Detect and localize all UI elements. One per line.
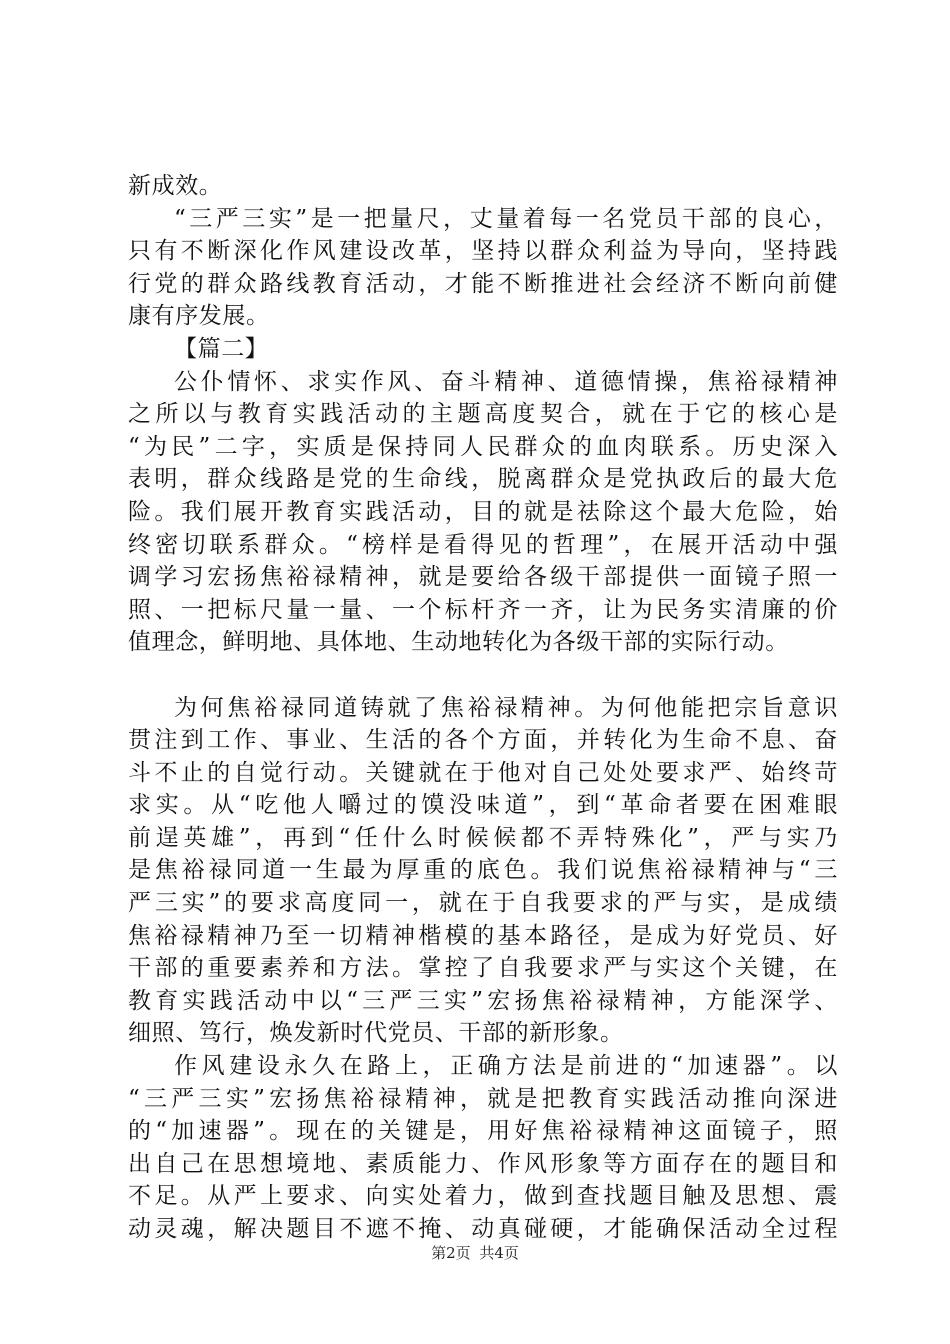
text-line: 康有序发展。 <box>128 303 270 330</box>
text-line: 为何焦裕禄同道铸就了焦裕禄精神。为何他能把宗旨意识 <box>174 694 838 721</box>
text-line: “三严三实”是一把量尺，丈量着每一名党员干部的良心， <box>174 205 838 232</box>
page-footer <box>0 1242 950 1263</box>
text-line: 出自己在思想境地、素质能力、作风形象等方面存在的题目和 <box>128 1150 838 1177</box>
text-line: 表明，群众线路是党的生命线，脱离群众是党执政后的最大危 <box>128 466 838 493</box>
text-line: “三严三实”宏扬焦裕禄精神，就是把教育实践活动推向深进 <box>128 1085 838 1112</box>
text-line: 焦裕禄精神乃至一切精神楷模的基本路径，是成为好党员、好 <box>128 922 838 949</box>
section-heading: 【篇二】 <box>174 335 269 362</box>
text-line: 前逞英雄”，再到“任什么时候候都不弄特殊化”，严与实乃 <box>128 824 838 851</box>
text-line: 公仆情怀、求实作风、奋斗精神、道德情操，焦裕禄精神 <box>174 368 838 395</box>
text-line: 斗不止的自觉行动。关键就在于他对自己处处要求严、始终苛 <box>128 759 838 786</box>
text-line: 险。我们展开教育实践活动，目的就是祛除这个最大危险，始 <box>128 498 838 525</box>
text-line: 细照、笃行，焕发新时代党员、干部的新形象。 <box>128 1020 624 1047</box>
text-line: 是焦裕禄同道一生最为厚重的底色。我们说焦裕禄精神与“三 <box>128 857 838 884</box>
paragraph-gap <box>128 659 838 692</box>
text-line: 的“加速器”。现在的关键是，用好焦裕禄精神这面镜子，照 <box>128 1118 838 1145</box>
page-number: 第2页 <box>431 1244 471 1262</box>
text-line: 不足。从严上要求、向实处着力，做到查找题目触及思想、震 <box>128 1183 838 1210</box>
text-line: 贯注到工作、事业、生活的各个方面，并转化为生命不息、奋 <box>128 727 838 754</box>
text-line: 动灵魂，解决题目不遮不掩、动真碰硬，才能确保活动全过程 <box>128 1216 838 1242</box>
text-line: 调学习宏扬焦裕禄精神，就是要给各级干部提供一面镜子照一 <box>128 564 838 591</box>
text-line: 行党的群众路线教育活动，才能不断推进社会经济不断向前健 <box>128 270 838 297</box>
text-line: 干部的重要素养和方法。掌控了自我要求严与实这个关键，在 <box>128 955 838 982</box>
text-line: 终密切联系群众。“榜样是看得见的哲理”，在展开活动中强 <box>128 531 838 558</box>
text-line: 只有不断深化作风建设改革，坚持以群众利益为导向，坚持践 <box>128 238 838 265</box>
text-line: 新成效。 <box>128 173 223 199</box>
document-body <box>128 170 838 1246</box>
text-line: “为民”二字，实质是保持同人民群众的血肉联系。历史深入 <box>128 433 838 460</box>
page-total: 共4页 <box>479 1244 519 1262</box>
text-line: 教育实践活动中以“三严三实”宏扬焦裕禄精神，方能深学、 <box>128 987 838 1014</box>
text-line: 之所以与教育实践活动的主题高度契合，就在于它的核心是 <box>128 401 838 428</box>
text-line: 值理念，鲜明地、具体地、生动地转化为各级干部的实际行动。 <box>128 629 789 656</box>
text-line: 作风建设永久在路上，正确方法是前进的“加速器”。以 <box>174 1053 838 1080</box>
text-line: 求实。从“吃他人嚼过的馍没味道”，到“革命者要在困难眼 <box>128 792 838 819</box>
text-line: 照、一把标尺量一量、一个标杆齐一齐，让为民务实清廉的价 <box>128 596 838 623</box>
text-line: 严三实”的要求高度同一，就在于自我要求的严与实，是成绩 <box>128 890 838 917</box>
